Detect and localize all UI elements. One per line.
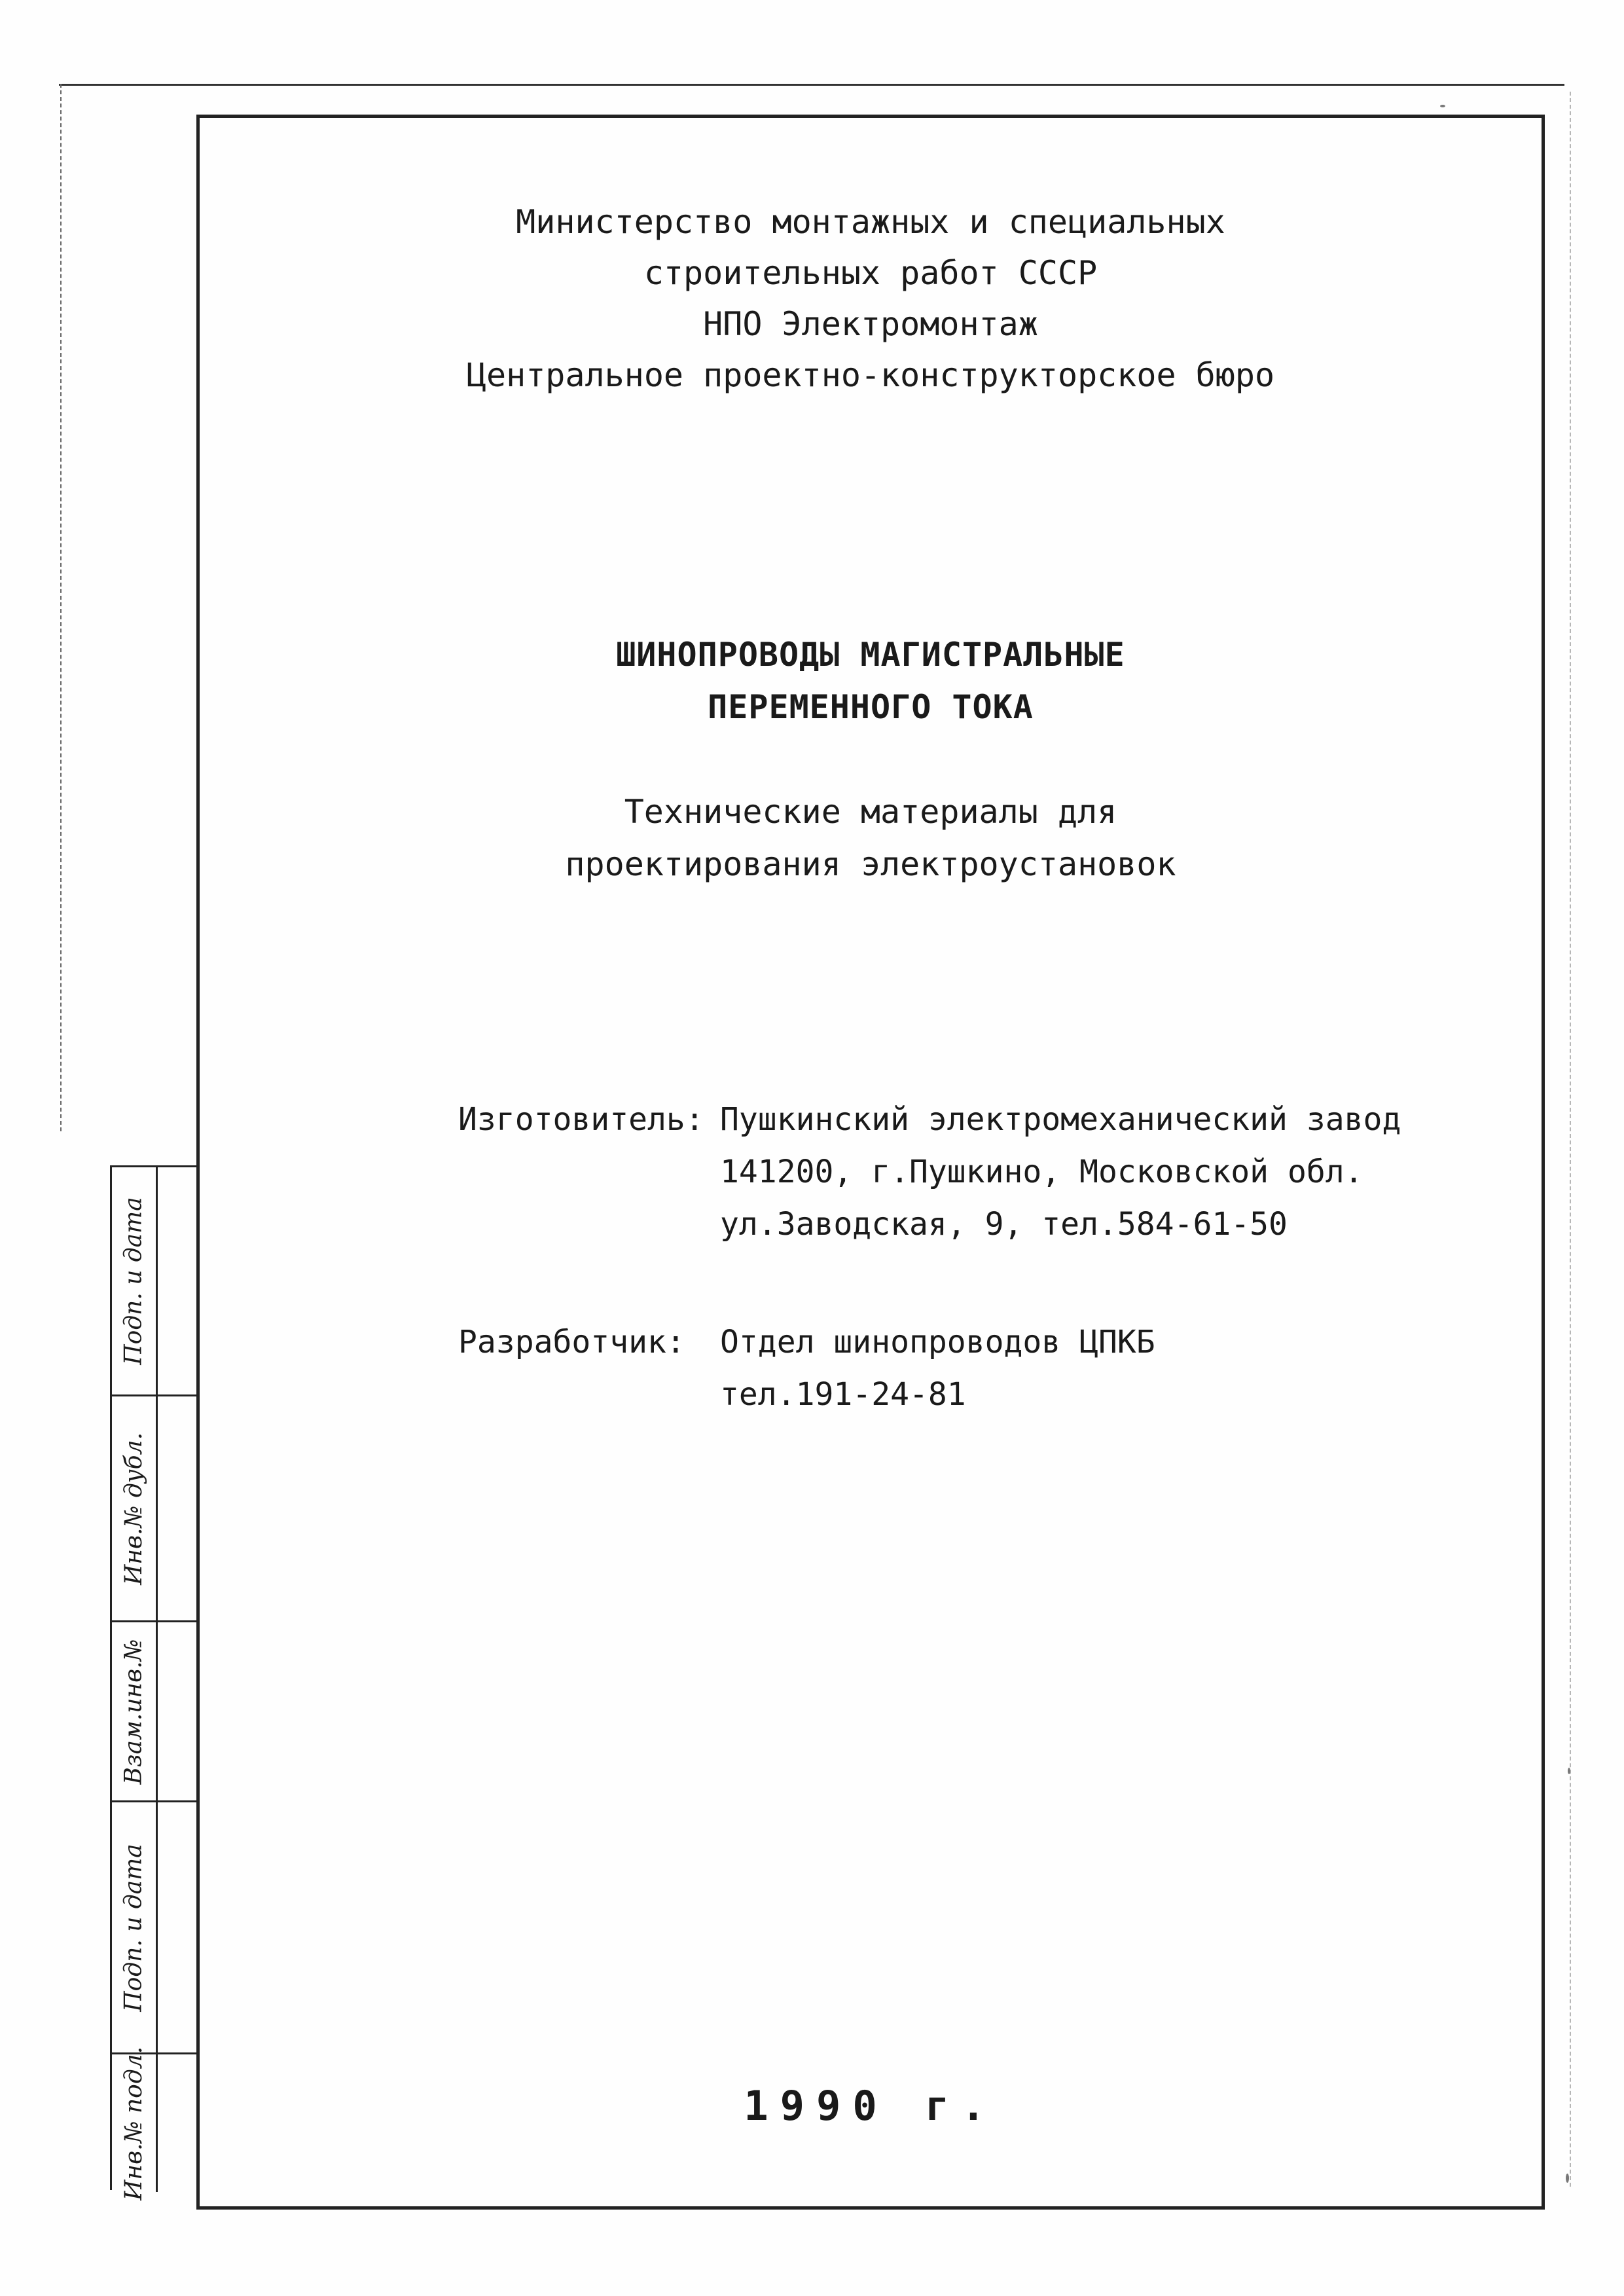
developer-line: тел.191-24-81	[720, 1376, 966, 1413]
title-line: ПЕРЕМЕННОГО ТОКА	[708, 688, 1034, 726]
scan-speck	[1440, 105, 1445, 107]
stamp-field-label: Подп. и дата	[120, 1197, 147, 1365]
scan-speck	[1566, 2174, 1569, 2183]
developer-block	[458, 1316, 1155, 1421]
stamp-field-label: Взам.инв.№	[120, 1638, 147, 1785]
sheet-left-edge	[60, 84, 62, 1131]
manufacturer-line: Пушкинский электромеханический завод	[720, 1101, 1401, 1138]
header-line: Министерство монтажных и специальных	[516, 203, 1225, 241]
manufacturer-line: ул.Заводская, 9, тел.584-61-50	[720, 1206, 1288, 1243]
stamp-field-label: Инв.№ дубл.	[120, 1432, 147, 1585]
title-line: ШИНОПРОВОДЫ МАГИСТРАЛЬНЫЕ	[616, 636, 1125, 674]
document-subtitle	[196, 786, 1545, 890]
developer-label: Разработчик:	[458, 1324, 685, 1360]
organization-header	[196, 196, 1545, 401]
stamp-cell-original-inventory	[112, 2046, 198, 2200]
sheet-right-edge	[1570, 92, 1571, 2187]
subtitle-line: Технические материалы для	[624, 793, 1117, 831]
stamp-cell-replacement-inventory	[112, 1622, 198, 1802]
stamp-cell-signature-date-2	[112, 1802, 198, 2054]
margin-stamp	[110, 1165, 196, 2200]
manufacturer-line: 141200, г.Пушкино, Московской обл.	[720, 1154, 1363, 1190]
header-line: Центральное проектно-конструкторское бюро	[466, 356, 1275, 394]
manufacturer-label: Изготовитель:	[458, 1101, 704, 1138]
manufacturer-block	[458, 1093, 1401, 1250]
stamp-cell-duplicate-inventory	[112, 1396, 198, 1622]
stamp-cell-signature-date	[112, 1167, 198, 1396]
scan-speck	[1568, 1768, 1570, 1774]
publication-year: 1990 г.	[744, 2082, 998, 2130]
header-line: НПО Электромонтаж	[703, 305, 1038, 343]
developer-line: Отдел шинопроводов ЦПКБ	[720, 1324, 1155, 1360]
document-title	[196, 629, 1545, 733]
sheet-top-edge	[59, 84, 1564, 86]
subtitle-line: проектирования электроустановок	[565, 845, 1176, 883]
stamp-field-label: Инв.№ подл.	[120, 2046, 147, 2200]
stamp-field-label: Подп. и дата	[120, 1843, 147, 2012]
header-line: строительных работ СССР	[643, 254, 1098, 292]
